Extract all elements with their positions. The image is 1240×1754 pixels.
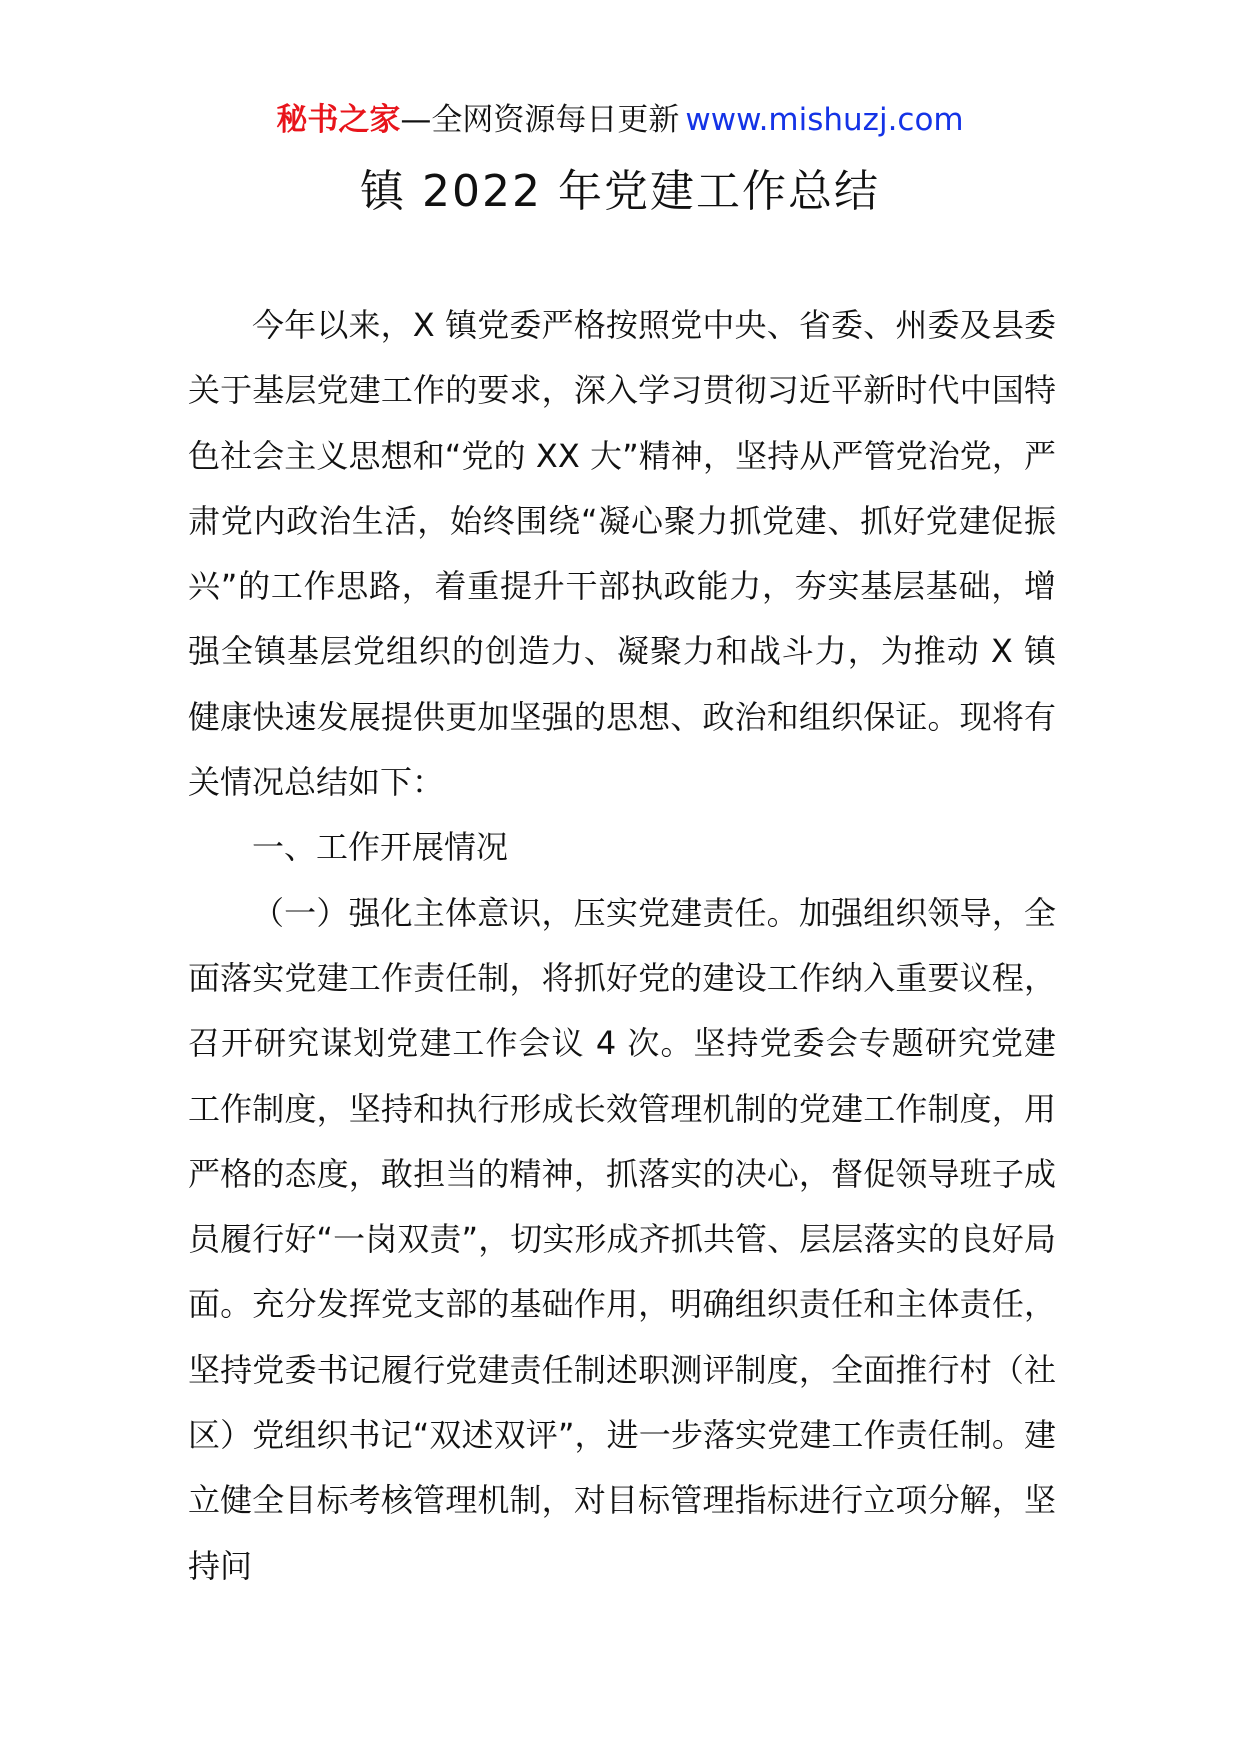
document-title: 镇 2022 年党建工作总结 [360, 166, 880, 217]
document-body [188, 293, 1056, 1599]
paragraph-section-1-1: （一）强化主体意识，压实党建责任。加强组织领导，全面落实党建工作责任制，将抓好党的建设工作纳入重要议程，召开研究谋划党建工作会议 4 次。坚持党委会专题研究党建工作制度，坚持和执行形成长效管理机制的党建工作制度，用严格的态度，敢担当的精神，抓落实的决心，督促领导班子成员履行好“一岗双责”，切实形成齐抓共管、层层落实的良好局面。充分发挥党支部的基础作用，明确组织责任和主体责任，坚持党委书记履行党建责任制述职测评制度，全面推行村（社区）党组织书记“双述双评”，进一步落实党建工作责任制。建立健全目标考核管理机制，对目标管理指标进行立项分解，坚持问 [188, 893, 1056, 1585]
section-heading-1: 一、工作开展情况 [252, 828, 509, 867]
header-tagline: —全网资源每日更新 [400, 102, 680, 138]
page-header [0, 100, 1240, 140]
website-link[interactable]: www.mishuzj.com [685, 102, 964, 138]
paragraph-intro: 今年以来，X 镇党委严格按照党中央、省委、州委及县委关于基层党建工作的要求，深入学习贯彻习近平新时代中国特色社会主义思想和“党的 XX 大”精神，坚持从严管党治党，严肃党内政治生活，始终围绕“凝心聚力抓党建、抓好党建促振兴”的工作思路，着重提升干部执政能力，夯实基层基础，增强全镇基层党组织的创造力、凝聚力和战斗力，为推动 X 镇健康快速发展提供更加坚强的思想、政治和组织保证。现将有关情况总结如下： [188, 306, 1056, 802]
brand-name: 秘书之家 [276, 102, 401, 138]
